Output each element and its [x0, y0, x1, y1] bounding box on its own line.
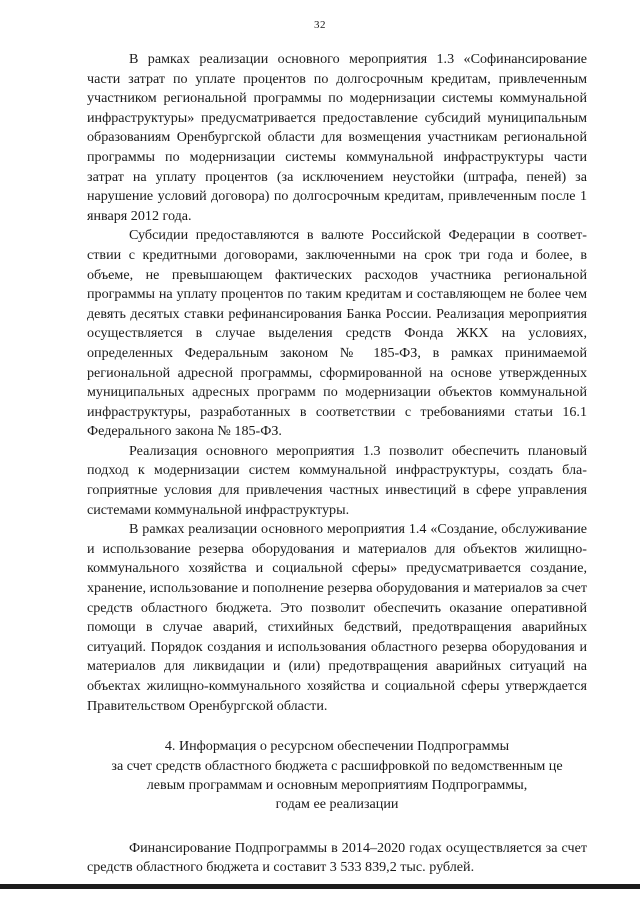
- section-heading-line: годам ее реализации: [275, 796, 399, 813]
- document-body: [87, 50, 587, 878]
- paragraph-financing: Финансирование Подпрограммы в 2014–2020 годах осуществляется за счет средств областного бюджета и составит 3 533 839,2 тыс. рублей.: [87, 839, 587, 876]
- paragraph-measure-1-4: В рамках реализации основного мероприятия 1.4 «Создание, обслуживание и использование резерва оборудования и материалов для объектов жилищно-коммунального хозяйства и социальной сферы» предусматривается создание, хранение, использование и пополнение резерва оборудования и материалов за счет средств областного бюджета. Это позволит обеспечить оказание оперативной помощи в случае аварий, стихийных бедствий, предотвращения аварийных ситуаций. Порядок создания и использования областного резерва оборудования и материалов для ликвидации и (или) предотвращения аварийных ситуаций на объектах жилищно-коммунального хозяйства и социальной сферы утверждается Правительством Оренбургской области.: [87, 521, 587, 714]
- bottom-rule: [0, 884, 640, 889]
- section-heading: [87, 737, 587, 815]
- section-heading-line: за счет средств областного бюджета с расшифровкой по ведомственным це: [111, 757, 563, 774]
- section-heading-line: левым программам и основным мероприятиям Подпрограммы,: [146, 777, 528, 793]
- page-number: 32: [314, 19, 326, 31]
- section-heading-line: 4. Информация о ресурсном обеспечении Подпрограммы: [164, 738, 510, 755]
- paragraph-measure-1-3-outcome: Реализация основного мероприятия 1.3 позволит обеспечить плановый подход к модернизации систем коммунальной инфраструктуры, создать благоприятные условия для привлечения частных инвестиций в сфере управления системами коммунальной инфраструктуры.: [87, 442, 587, 518]
- paragraph-measure-1-3: В рамках реализации основного мероприятия 1.3 «Софинансирование части затрат по уплате процентов по долгосрочным кредитам, привлеченным участником региональной программы по модернизации системы коммунальной инфраструктуры» предусматривается предоставление субсидий муниципальным образованиям Оренбургской области для возмещения участникам региональной программы по модернизации системы коммунальной инфраструктуры части затрат на уплату процентов (за исключением неустойки (штрафа, пеней) за нарушение условий договора) по долгосрочным кредитам, привлеченным после 1 января 2012 года.: [87, 51, 587, 224]
- paragraph-subsidies: Субсидии предоставляются в валюте Российской Федерации в соответствии с кредитными договорами, заключенными на срок три года и более, в объеме, не превышающем фактических расходов участника региональной программы на уплату процентов по таким кредитам и составляющем не более чем девять десятых ставки рефинансирования Банка России. Реализация мероприятия осуществляется в случае выделения средств Фонда ЖКХ на условиях, определенных Федеральным законом № 185-ФЗ, в рамках принимаемой региональной адресной программы, сформированной на основе утвержденных муниципальных адресных программ по модернизации объектов коммунальной инфраструктуры, разработанных в соответствии с требованиями статьи 16.1 Федерального закона № 185-ФЗ.: [87, 227, 587, 440]
